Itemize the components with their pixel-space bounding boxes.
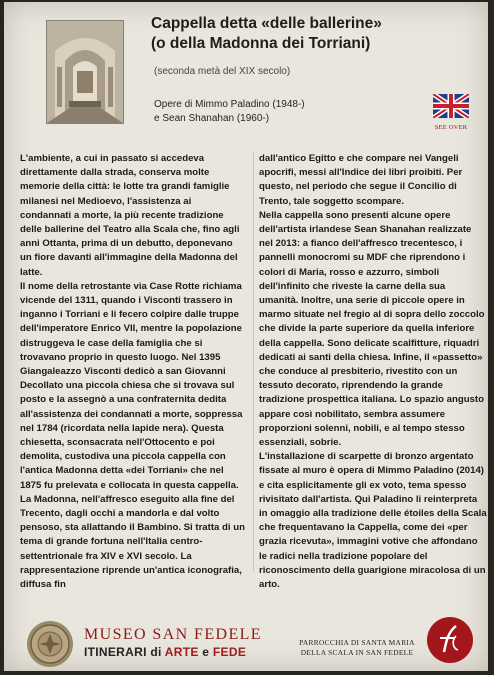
english-version-marker [432,94,470,131]
museum-seal-icon [26,620,74,668]
title-line-2: (o della Madonna dei Torriani) [151,35,371,52]
footer [4,602,488,671]
parish-line-1: PARROCCHIA DI SANTA MARIA [299,638,415,647]
text-column-right [259,152,487,592]
itinerari-tagline [84,645,246,659]
paragraph: dall'antico Egitto e che compare nei Vangeli apocrifi, messi all'Indice dei libri proibiti. Per questo, nel periodo che segue il Concilio di Trento, tale soggetto scompare. [259,153,463,207]
title-line-1: Cappella detta «delle ballerine» [151,15,382,32]
itinerari-fede: FEDE [212,645,247,659]
page-title [151,14,451,54]
uk-flag-icon [433,94,469,118]
museum-name: MUSEO SAN FEDELE [84,626,262,643]
itinerari-arte: ARTE [164,645,199,659]
artists-credit [154,98,305,126]
parish-logo-icon [426,616,474,664]
artists-line-2: e Sean Shanahan (1960-) [154,113,270,124]
paragraph: Il nome della retrostante via Case Rotte richiama vicende del 1311, quando i Visconti trassero in inganno i Torriani e li fecero colpire dalle truppe dell'imperatore Enrico VII, mentre la popolazione distruggeva le case della famiglia che si trovavano proprio in questo luogo. Nel 1395 Giangaleazzo Visconti dedicò a san Giovanni Decollato una piccola chiesa che si trovava sul posto e la assegnò a una confraternita dedita all'assistenza dei condannati a morte, soppressa nel 1784 (ricordata nella lapide nera). Questa chiesetta, sconsacrata nell'Ottocento e poi demolita, custodiva una piccola cappella con l'antica Madonna detta «dei Torriani» che nel 1875 fu prelevata e collocata in questa cappella. [20,280,243,491]
information-panel [4,2,488,671]
artists-line-1: Opere di Mimmo Paladino (1948-) [154,99,305,110]
paragraph: L'installazione di scarpette di bronzo argentato fissate al muro è opera di Mimmo Paladino (2014) e cita esplicitamente gli ex voto, tema spesso rivisitato dall'artista. Qui Paladino li reinterpreta in omaggio alla tradizione delle étoiles della Scala che frequentavano la Cappella, come dei «per grazia ricevuta», immagini votive che affondano le radici nella tradizione popolare del riconoscimento della guarigione miracolosa di un arto. [259,451,487,591]
chapel-photo [46,20,124,124]
column-divider [253,152,254,572]
text-column-left [20,152,245,592]
paragraph: La Madonna, nell'affresco eseguito alla fine del Trecento, dagli occhi a mandorla e dal volto pensoso, sta allattando il Bambino. Si tratta di un tema di grande fortuna nell'Italia centro-settentrionale fra XIV e XVI secolo. La rappresentazione riprende un'antica iconografia, diffusa fin [20,493,245,591]
itinerari-conjunction: e [198,645,213,659]
parish-line-2: DELLA SCALA IN SAN FEDELE [300,648,414,657]
paragraph: L'ambiente, a cui in passato si accedeva direttamente dalla strada, conserva molte memorie della città: le lotte tra grandi famiglie milanesi nel Medioevo, l'assistenza ai condannati a morte, la più recente tradizione delle ballerine del Teatro alla Scala che, fino agli anni Ottanta, prima di un debutto, deponevano un fiore davanti all'immagine della Madonna del latte. [20,153,240,278]
paragraph: Nella cappella sono presenti alcune opere dell'artista irlandese Sean Shanahan realizzate nel 2013: a fianco dell'affresco trecentesco, i pannelli monocromi su MDF che riprendono i colori di Maria, rosso e azzurro, simboli dell'infinito che riveste la carne della sua umanità. Inoltre, una serie di piccole opere in marmo situate nel fregio al di sopra dello zoccolo che divide la parte superiore da quella inferiore della cappella. Sono delicate scalfitture, riquadri dedicati ai santi della chiesa. Infine, il «passetto» che conduce al presbiterio, rivestito con un tessuto decorato, riprendendo la grande tradizione prospettica italiana. Lo spazio angusto appare così nobilitato, sembra assumere proporzioni solenni, nobili, e al tempo stesso essenziali, sobrie. [259,209,485,449]
parish-name [294,638,420,658]
date-subtitle: (seconda metà del XIX secolo) [154,66,291,77]
see-over-label: SEE OVER [434,124,468,131]
itinerari-prefix: ITINERARI di [84,645,165,659]
